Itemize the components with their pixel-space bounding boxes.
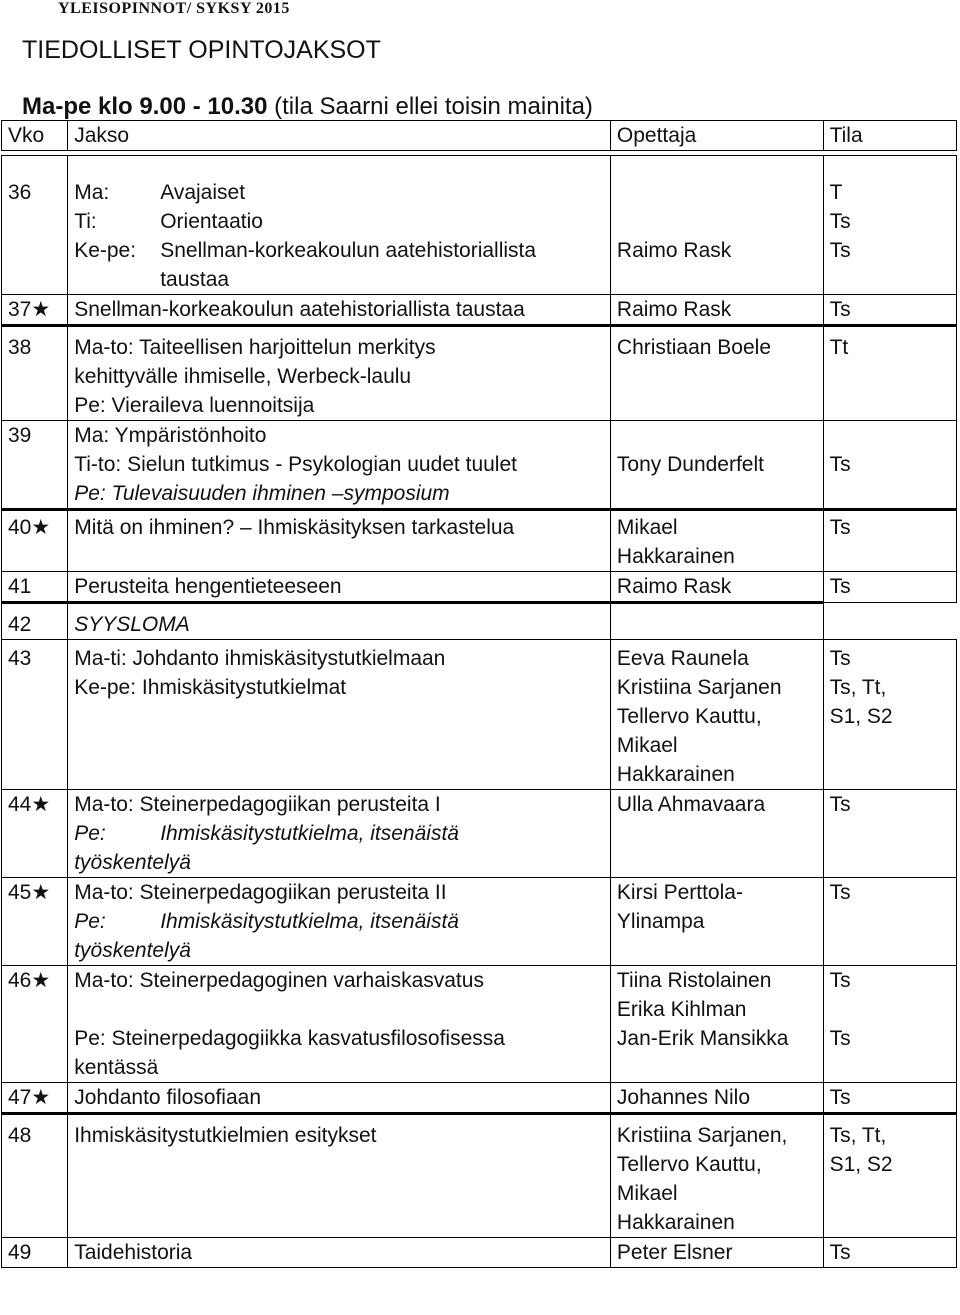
room-code: Ts <box>829 210 851 233</box>
teacher-cell: Raimo Rask <box>610 572 823 603</box>
teacher-name: Mikael <box>616 734 678 757</box>
course-line: Pe: Tulevaisuuden ihminen –symposium <box>74 482 450 505</box>
col-header-jakso: Jakso <box>68 121 611 151</box>
course-cell <box>68 878 611 966</box>
table-row <box>2 640 957 790</box>
week-cell: 37★ <box>2 295 68 326</box>
teacher-name: Kristiina Sarjanen <box>616 676 782 699</box>
course-line: Ma: Ympäristönhoito <box>74 424 267 447</box>
teacher-cell: Johannes Nilo <box>610 1083 823 1114</box>
teacher-name: Tony Dunderfelt <box>616 453 764 476</box>
course-cell: Taidehistoria <box>68 1238 611 1268</box>
teacher-cell <box>610 1114 823 1238</box>
table-header-row <box>2 121 957 151</box>
teacher-name: Hakkarainen <box>616 545 735 568</box>
course-line: kehittyvälle ihmiselle, Werbeck-laulu <box>74 365 412 388</box>
course-cell <box>68 326 611 421</box>
course-line: Avajaiset <box>160 181 246 204</box>
course-cell <box>68 421 611 510</box>
room-code: T <box>829 181 843 204</box>
course-cell <box>68 156 611 295</box>
teacher-cell <box>610 878 823 966</box>
course-cell: Ihmiskäsitystutkielmien esitykset <box>68 1114 611 1238</box>
teacher-name: Hakkarainen <box>616 763 735 786</box>
teacher-name: Erika Kihlman <box>616 998 747 1021</box>
course-line: Ihmiskäsitystutkielma, itsenäistä <box>160 822 459 845</box>
week-cell: 38 <box>2 326 68 421</box>
course-line: Orientaatio <box>160 210 263 233</box>
table-row <box>2 295 957 326</box>
course-cell <box>68 640 611 790</box>
course-line: taustaa <box>160 268 230 291</box>
room-cell: Ts <box>823 510 956 572</box>
course-line: kentässä <box>74 1056 159 1079</box>
table-row <box>2 572 957 603</box>
teacher-name: Jan-Erik Mansikka <box>616 1027 789 1050</box>
teacher-cell <box>610 156 823 295</box>
room-code: Ts <box>829 239 851 262</box>
week-cell: 36 <box>2 156 68 295</box>
room-code: Ts, Tt, <box>829 1124 887 1147</box>
page-title: TIEDOLLISET OPINTOJAKSOT <box>22 36 381 64</box>
room-cell: Ts <box>823 790 956 878</box>
week-cell: 39 <box>2 421 68 510</box>
table-row <box>2 1114 957 1238</box>
course-line: työskentelyä <box>74 851 191 874</box>
teacher-cell <box>610 966 823 1083</box>
week-cell: 41 <box>2 572 68 603</box>
teacher-name: Tellervo Kauttu, <box>616 1153 762 1176</box>
room-code: Ts <box>829 1027 851 1050</box>
course-line: Ma-to: Steinerpedagogiikan perusteita I <box>74 793 441 816</box>
course-line: Snellman-korkeakoulun aatehistoriallista <box>160 239 537 262</box>
room-cell: Tt <box>823 326 956 421</box>
course-cell: SYYSLOMA <box>68 603 611 640</box>
room-code: Ts <box>829 453 851 476</box>
course-line: Ihmiskäsitystutkielma, itsenäistä <box>160 910 459 933</box>
week-cell: 43 <box>2 640 68 790</box>
day-label: Ke-pe: <box>74 239 137 262</box>
room-cell <box>823 1114 956 1238</box>
teacher-name: Raimo Rask <box>616 239 732 262</box>
week-cell: 48 <box>2 1114 68 1238</box>
day-label: Ma: <box>74 181 110 204</box>
room-cell: Ts <box>823 878 956 966</box>
teacher-cell: Ulla Ahmavaara <box>610 790 823 878</box>
day-label: Pe: <box>74 822 106 845</box>
teacher-cell: Christiaan Boele <box>610 326 823 421</box>
table-row <box>2 421 957 510</box>
teacher-name: Hakkarainen <box>616 1211 735 1234</box>
teacher-name: Kirsi Perttola- <box>616 881 743 904</box>
col-header-vko: Vko <box>2 121 68 151</box>
teacher-name: Tellervo Kauttu, <box>616 705 762 728</box>
course-line: Pe: Vieraileva luennoitsija <box>74 394 315 417</box>
table-row <box>2 878 957 966</box>
course-line: työskentelyä <box>74 939 191 962</box>
room-cell <box>823 640 956 790</box>
teacher-cell <box>610 421 823 510</box>
course-table <box>1 120 957 1268</box>
course-cell: Mitä on ihminen? – Ihmiskäsityksen tarkastelua <box>68 510 611 572</box>
teacher-name: Kristiina Sarjanen, <box>616 1124 788 1147</box>
course-cell <box>68 790 611 878</box>
week-cell: 40★ <box>2 510 68 572</box>
table-row <box>2 966 957 1083</box>
col-header-tila: Tila <box>823 121 956 151</box>
room-cell <box>823 156 956 295</box>
course-line: Ma-to: Taiteellisen harjoittelun merkitys <box>74 336 436 359</box>
day-label: Ti: <box>74 210 97 233</box>
room-cell: Ts <box>823 295 956 326</box>
course-cell <box>68 966 611 1083</box>
teacher-name: Ylinampa <box>616 910 705 933</box>
room-cell: Ts <box>823 1083 956 1114</box>
room-code: S1, S2 <box>829 705 893 728</box>
week-cell: 47★ <box>2 1083 68 1114</box>
teacher-cell: Peter Elsner <box>610 1238 823 1268</box>
page-header: YLEISOPINNOT/ SYKSY 2015 <box>58 0 290 17</box>
page-subtitle <box>22 93 593 121</box>
course-line: Ma-to: Steinerpedagogiikan perusteita II <box>74 881 447 904</box>
room-code: Ts <box>829 969 851 992</box>
room-cell <box>823 966 956 1083</box>
week-cell: 49 <box>2 1238 68 1268</box>
teacher-name: Tiina Ristolainen <box>616 969 772 992</box>
room-cell <box>823 603 956 640</box>
week-cell: 42 <box>2 603 68 640</box>
teacher-name: Mikael <box>616 1182 678 1205</box>
teacher-cell <box>610 510 823 572</box>
table-row <box>2 603 957 640</box>
teacher-cell: Raimo Rask <box>610 295 823 326</box>
week-cell: 44★ <box>2 790 68 878</box>
course-cell: Snellman-korkeakoulun aatehistoriallista taustaa <box>68 295 611 326</box>
teacher-name: Eeva Raunela <box>616 647 749 670</box>
teacher-cell <box>610 603 823 640</box>
teacher-name: Mikael <box>616 516 678 539</box>
teacher-cell <box>610 640 823 790</box>
week-cell: 46★ <box>2 966 68 1083</box>
course-line: Pe: Steinerpedagogiikka kasvatusfilosofisessa <box>74 1027 505 1050</box>
room-cell <box>823 421 956 510</box>
course-line: Ke-pe: Ihmiskäsitystutkielmat <box>74 676 347 699</box>
course-cell: Johdanto filosofiaan <box>68 1083 611 1114</box>
table-row <box>2 1238 957 1268</box>
col-header-opettaja: Opettaja <box>610 121 823 151</box>
room-cell: Ts <box>823 1238 956 1268</box>
course-line: Ti-to: Sielun tutkimus - Psykologian uudet tuulet <box>74 453 517 476</box>
room-cell: Ts <box>823 572 956 603</box>
week-cell: 45★ <box>2 878 68 966</box>
table-row <box>2 326 957 421</box>
room-code: S1, S2 <box>829 1153 893 1176</box>
table-row <box>2 790 957 878</box>
table-row <box>2 510 957 572</box>
room-code: Ts <box>829 647 851 670</box>
subtitle-note: (tila Saarni ellei toisin mainita) <box>267 93 593 120</box>
course-line: Ma-ti: Johdanto ihmiskäsitystutkielmaan <box>74 647 446 670</box>
subtitle-time: Ma-pe klo 9.00 - 10.30 <box>22 93 268 120</box>
course-cell: Perusteita hengentieteeseen <box>68 572 611 603</box>
room-code: Ts, Tt, <box>829 676 887 699</box>
day-label: Pe: <box>74 910 106 933</box>
table-row <box>2 156 957 295</box>
course-line: Ma-to: Steinerpedagoginen varhaiskasvatus <box>74 969 484 992</box>
table-row <box>2 1083 957 1114</box>
